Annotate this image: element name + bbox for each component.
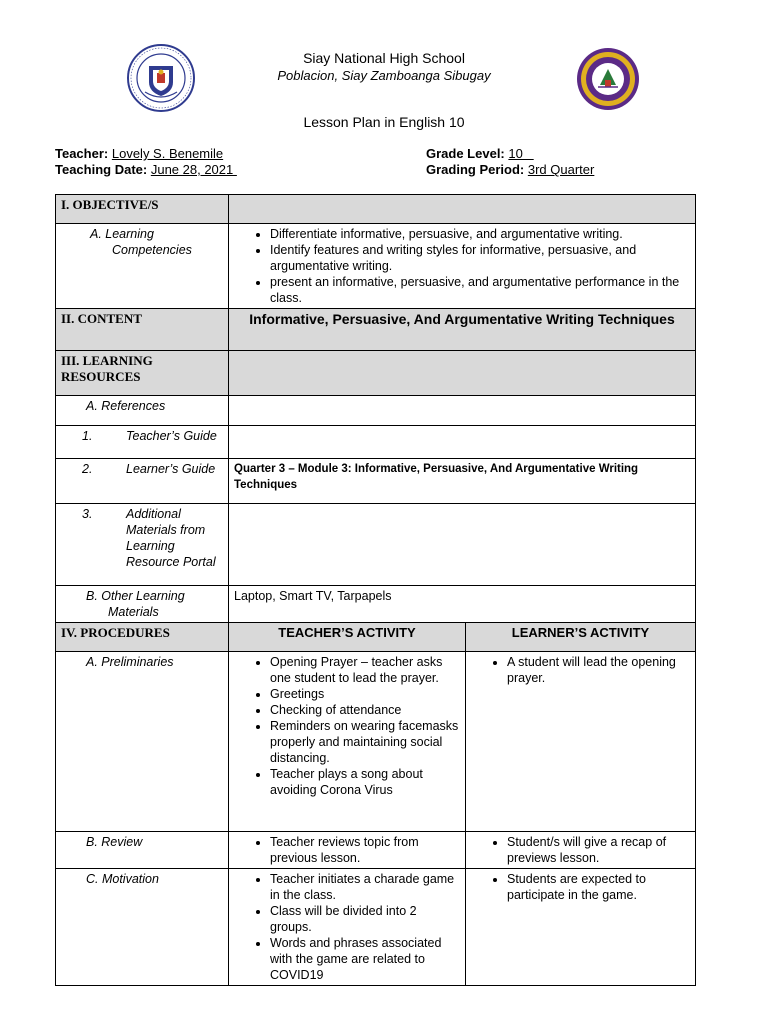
teacher-activity-header: TEACHER’S ACTIVITY — [229, 623, 466, 652]
motivation-row — [56, 869, 696, 986]
grade-level-value: 10 — [508, 146, 534, 161]
list-item: • Student/s will give a recap of previews lesson. — [507, 834, 690, 866]
competencies-cell — [229, 224, 696, 309]
other-materials-row — [56, 586, 696, 623]
additional-materials-blank — [229, 504, 696, 586]
grade-level-line — [426, 146, 534, 161]
list-item: • Greetings — [270, 686, 460, 702]
resources-blank — [229, 351, 696, 396]
teacher-label: Teacher: — [55, 146, 109, 161]
learner-activity-header: LEARNER’S ACTIVITY — [466, 623, 696, 652]
teachers-guide-row — [56, 426, 696, 459]
preliminaries-teacher-list — [234, 654, 460, 798]
list-item: • Teacher initiates a charade game in the class. — [270, 871, 460, 903]
resources-label: III. LEARNING RESOURCES — [56, 351, 229, 396]
objectives-row — [56, 195, 696, 224]
lesson-plan-table — [55, 194, 696, 986]
review-label: B. Review — [56, 832, 229, 869]
list-item: • Teacher reviews topic from previous lesson. — [270, 834, 460, 866]
objectives-blank — [229, 195, 696, 224]
list-item: • Words and phrases associated with the game are related to COVID19 — [270, 935, 460, 983]
grading-period-value: 3rd Quarter — [527, 162, 595, 177]
list-item: • Checking of attendance — [270, 702, 460, 718]
references-label: A. References — [56, 396, 229, 426]
other-materials-value: Laptop, Smart TV, Tarpapels — [229, 586, 696, 623]
list-item: • Teacher plays a song about avoiding Corona Virus — [270, 766, 460, 798]
learners-guide-row — [56, 459, 696, 504]
preliminaries-row — [56, 652, 696, 832]
competency-item: • present an informative, persuasive, and argumentative performance in the class. — [270, 274, 690, 306]
preliminaries-learner-cell — [466, 652, 696, 832]
additional-materials-row — [56, 504, 696, 586]
list-item: • Class will be divided into 2 groups. — [270, 903, 460, 935]
competencies-list — [234, 226, 690, 306]
competency-item: • Differentiate informative, persuasive, and argumentative writing. — [270, 226, 690, 242]
learners-guide-value: Quarter 3 – Module 3: Informative, Persuasive, And Argumentative Writing Techniques — [229, 459, 696, 504]
teachers-guide-blank — [229, 426, 696, 459]
list-item: • Reminders on wearing facemasks properly and maintaining social distancing. — [270, 718, 460, 766]
review-learner-cell — [466, 832, 696, 869]
preliminaries-label: A. Preliminaries — [56, 652, 229, 832]
procedures-row — [56, 623, 696, 652]
resources-row — [56, 351, 696, 396]
objectives-label: I. OBJECTIVE/S — [56, 195, 229, 224]
teaching-date-label: Teaching Date: — [55, 162, 148, 177]
review-teacher-cell — [229, 832, 466, 869]
list-item: • A student will lead the opening prayer. — [507, 654, 690, 686]
references-blank — [229, 396, 696, 426]
procedures-label: IV. PROCEDURES — [56, 623, 229, 652]
grading-period-label: Grading Period: — [426, 162, 525, 177]
lesson-plan-title: Lesson Plan in English 10 — [303, 114, 465, 130]
grade-level-label: Grade Level: — [426, 146, 505, 161]
motivation-teacher-cell — [229, 869, 466, 986]
teacher-value: Lovely S. Benemile — [111, 146, 224, 161]
competencies-row — [56, 224, 696, 309]
school-address: Poblacion, Siay Zamboanga Sibugay — [277, 68, 491, 83]
preliminaries-learner-list — [471, 654, 690, 686]
competency-item: • Identify features and writing styles for informative, persuasive, and argumentative writing. — [270, 242, 690, 274]
references-row — [56, 396, 696, 426]
list-item: • Opening Prayer – teacher asks one student to lead the prayer. — [270, 654, 460, 686]
content-value: Informative, Persuasive, And Argumentative Writing Techniques — [229, 309, 696, 351]
learners-guide-label: 2. Learner’s Guide — [56, 459, 229, 504]
list-item: • Students are expected to participate in the game. — [507, 871, 690, 903]
teaching-date-line — [55, 162, 237, 177]
teaching-date-value: June 28, 2021 — [150, 162, 237, 177]
teacher-line — [55, 146, 223, 161]
preliminaries-teacher-cell — [229, 652, 466, 832]
teachers-guide-label: 1. Teacher’s Guide — [56, 426, 229, 459]
motivation-learner-cell — [466, 869, 696, 986]
additional-materials-label: 3. Additional Materials from Learning Resource Portal — [56, 504, 229, 586]
competencies-label: A. Learning Competencies — [56, 224, 229, 309]
grading-period-line — [426, 162, 594, 177]
content-row — [56, 309, 696, 351]
content-label: II. CONTENT — [56, 309, 229, 351]
motivation-label: C. Motivation — [56, 869, 229, 986]
review-row — [56, 832, 696, 869]
school-name: Siay National High School — [303, 50, 465, 66]
other-materials-label: B. Other Learning Materials — [56, 586, 229, 623]
